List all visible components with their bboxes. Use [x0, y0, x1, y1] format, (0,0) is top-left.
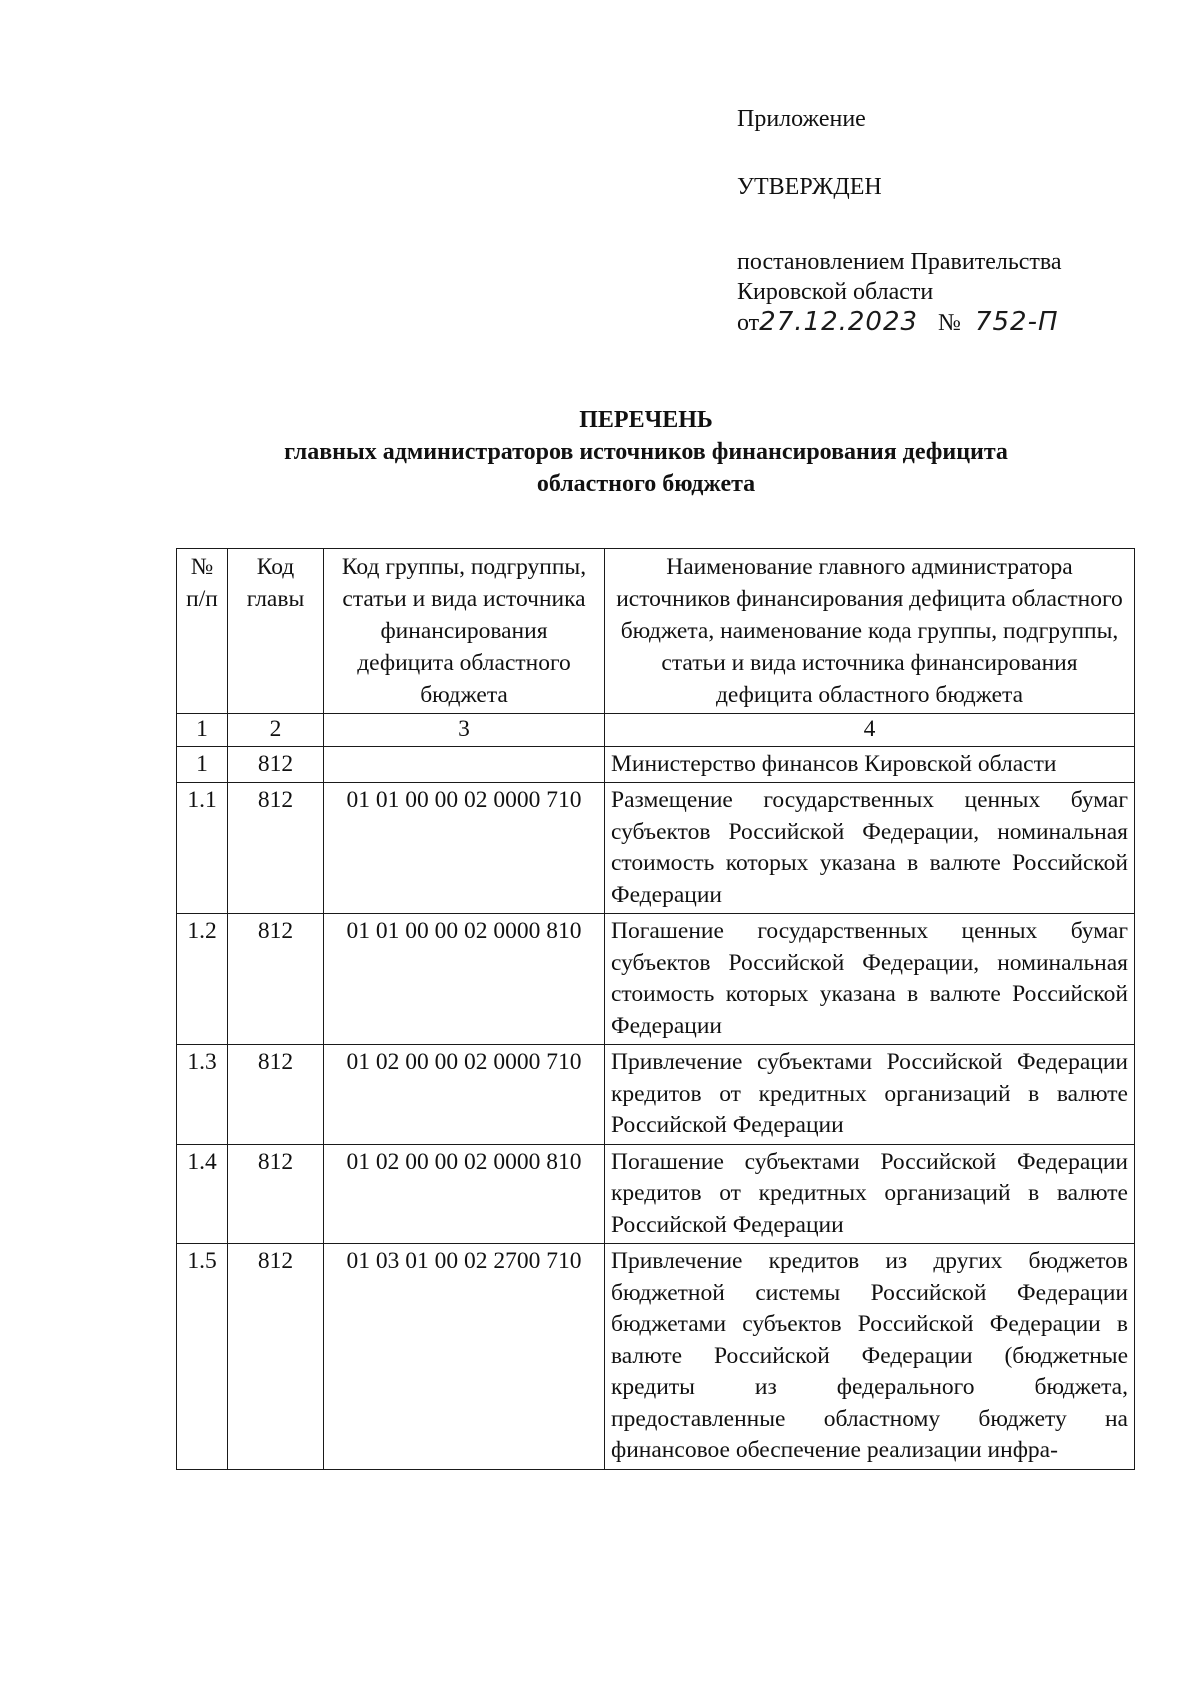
row-chapter-code: 812: [228, 914, 324, 1045]
row-name: Министерство финансов Кировской области: [605, 746, 1135, 783]
title-line-1: ПЕРЕЧЕНЬ: [579, 407, 713, 433]
row-chapter-code: 812: [228, 746, 324, 783]
decree-line-2: Кировской области: [737, 279, 934, 305]
title-line-3: областного бюджета: [536, 471, 756, 497]
document-title: [176, 404, 1116, 500]
row-name: Привлечение кредитов из других бюджетов бюджетной системы Российской Федерации бюджетами субъектов Российской Федерации в валюте Российской Федерации (бюджетные кредиты из федерального бюджета, предоставленные областному бюджету на финансовое обеспечение реализации инфра-: [605, 1244, 1135, 1470]
title-line-2: главных администраторов источников финансирования дефицита: [284, 439, 1008, 465]
appendix-label: Приложение: [737, 106, 866, 132]
approval-stamp-block: [737, 104, 1177, 338]
row-name: Привлечение субъектами Российской Федерации кредитов от кредитных организаций в валюте Российской Федерации: [605, 1045, 1135, 1145]
column-number: 4: [605, 714, 1135, 747]
table-row: [177, 1244, 1135, 1470]
from-label: от: [737, 310, 760, 336]
row-source-code: 01 02 00 00 02 0000 810: [324, 1144, 605, 1244]
row-num: 1.3: [177, 1045, 228, 1145]
administrators-table: [176, 548, 1135, 1470]
column-number: 2: [228, 714, 324, 747]
row-name: Погашение государственных ценных бумаг субъектов Российской Федерации, номинальная стоимость которых указана в валюте Российской Федерации: [605, 914, 1135, 1045]
table-row: [177, 1144, 1135, 1244]
column-number: 1: [177, 714, 228, 747]
table-header-row: [177, 549, 1135, 714]
row-source-code: [324, 746, 605, 783]
table-row: [177, 914, 1135, 1045]
row-source-code: 01 01 00 00 02 0000 810: [324, 914, 605, 1045]
column-number: 3: [324, 714, 605, 747]
row-num: 1.2: [177, 914, 228, 1045]
row-num: 1.1: [177, 783, 228, 914]
table-row: [177, 783, 1135, 914]
table-row: [177, 1045, 1135, 1145]
row-chapter-code: 812: [228, 783, 324, 914]
row-chapter-code: 812: [228, 1045, 324, 1145]
row-chapter-code: 812: [228, 1144, 324, 1244]
number-label: №: [938, 310, 961, 336]
row-chapter-code: 812: [228, 1244, 324, 1470]
header-chapter-code: Код главы: [228, 549, 324, 714]
decree-line-1: постановлением Правительства: [737, 249, 1062, 275]
table-row: [177, 746, 1135, 783]
header-name: Наименование главного администратора источников финансирования дефицита областного бюджета, наименование кода группы, подгруппы, статьи и вида источника финансирования дефицита областного бюджета: [605, 549, 1135, 714]
column-numbers-row: [177, 714, 1135, 747]
row-name: Размещение государственных ценных бумаг субъектов Российской Федерации, номинальная стоимость которых указана в валюте Российской Федерации: [605, 783, 1135, 914]
row-num: 1: [177, 746, 228, 783]
handwritten-date: 27.12.2023: [759, 307, 919, 337]
header-source-code: Код группы, подгруппы, статьи и вида источника финансирования дефицита областного бюджета: [324, 549, 605, 714]
row-source-code: 01 01 00 00 02 0000 710: [324, 783, 605, 914]
row-source-code: 01 02 00 00 02 0000 710: [324, 1045, 605, 1145]
decree-date-number: [737, 307, 1177, 338]
approved-label: УТВЕРЖДЕН: [737, 174, 882, 200]
row-num: 1.4: [177, 1144, 228, 1244]
handwritten-number: 752-П: [974, 307, 1059, 337]
row-num: 1.5: [177, 1244, 228, 1470]
row-name: Погашение субъектами Российской Федерации кредитов от кредитных организаций в валюте Российской Федерации: [605, 1144, 1135, 1244]
header-num: № п/п: [177, 549, 228, 714]
row-source-code: 01 03 01 00 02 2700 710: [324, 1244, 605, 1470]
